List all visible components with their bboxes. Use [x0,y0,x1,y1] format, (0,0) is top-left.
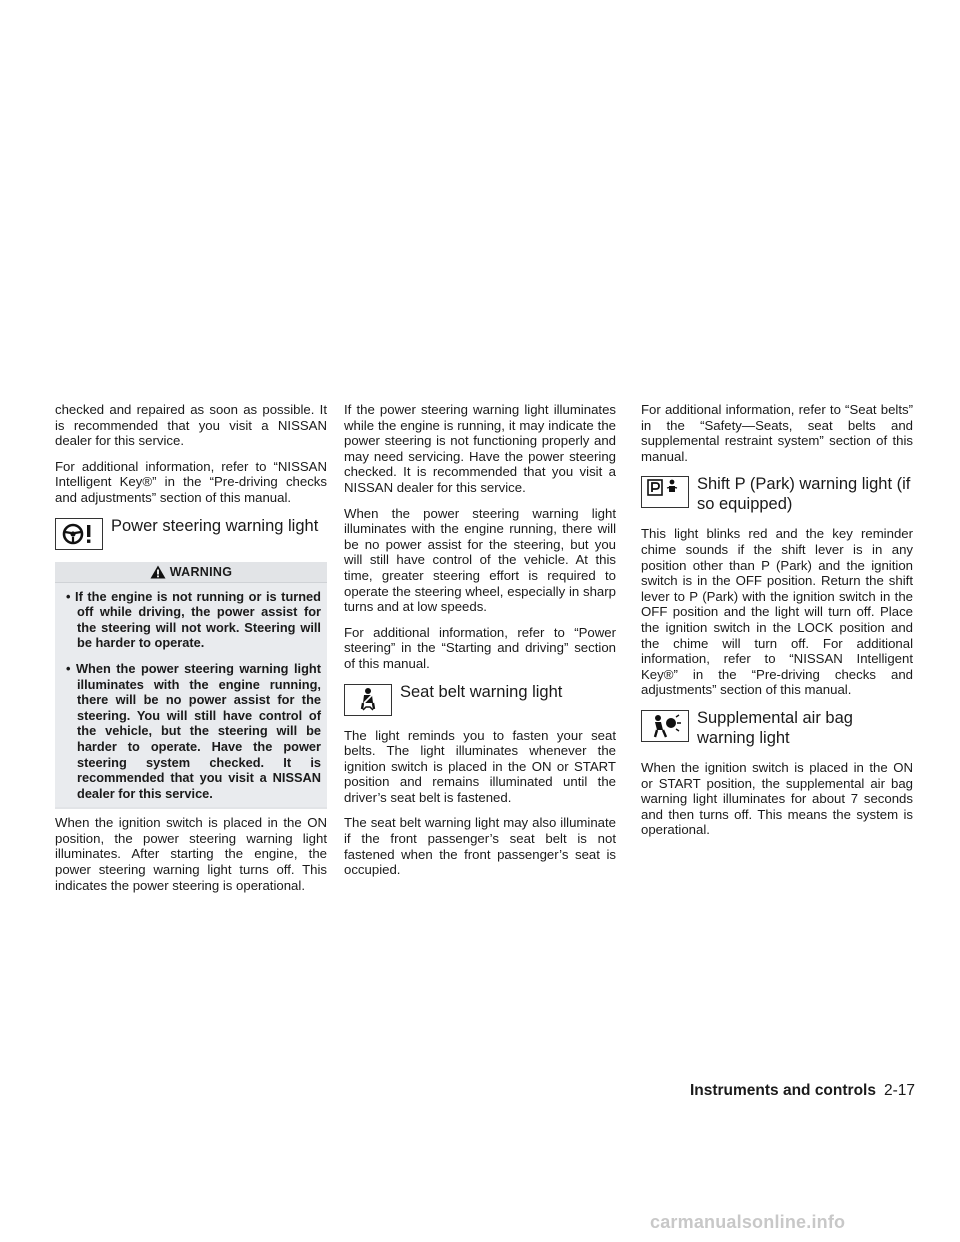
shift-park-warning-icon [641,476,689,508]
paragraph: For additional information, refer to “Power steering” in the “Starting and driving” section of this manual. [344,624,616,671]
warning-title-text: WARNING [169,564,233,579]
power-steering-heading [55,516,327,550]
paragraph: For additional information, refer to “Seat belts” in the “Safety—Seats, seat belts and supplemental restraint system” section of this manual. [641,402,913,464]
page-footer [640,1082,915,1100]
paragraph: The seat belt warning light may also illuminate if the front passenger’s seat belt is not fastened when the front passenger’s seat is occupied. [344,815,616,878]
warning-title [55,562,327,582]
footer-section-title: Instruments and controls [689,1082,876,1099]
paragraph: When the ignition switch is placed in the ON or START position, the supplemental air bag warning light illuminates for about 7 seconds and then turns off. This means the system is operational. [641,759,913,838]
column-3 [641,402,913,848]
paragraph: This light blinks red and the key reminder chime sounds if the shift lever is in any position other than P (Park) and the ignition switch is in the OFF position. Return the shift lever to P (Park) with the ignition switch in the OFF position and the light will turn off. Place the ignition switch in the LOCK position and the chime will turn off. For additional information, refer to “NISSAN Intelligent Key®” in the “Pre-driving checks and adjustments” section of this manual. [641,526,913,698]
watermark: carmanualsonline.info [650,1212,846,1232]
airbag-warning-icon [641,710,689,742]
warning-triangle-icon [150,565,166,579]
seat-belt-warning-icon [344,684,392,716]
warning-box [55,562,327,810]
airbag-heading [641,708,913,748]
paragraph: For additional information, refer to “NISSAN Intelligent Key®” in the “Pre-driving checks and adjustments” section of this manual. [55,458,327,505]
power-steering-warning-icon [55,518,103,550]
warning-item: • When the power steering warning light illuminates with the engine running, there will be no power assist for the steering. You will still have control of the vehicle, but the steering will be harder to operate. Have the power steering system checked. It is recommended that you visit a NISSAN dealer for this service. [66,660,321,801]
paragraph: checked and repaired as soon as possible. It is recommended that you visit a NISSAN dealer for this service. [55,402,327,449]
column-2 [344,402,616,888]
section-heading: Shift P (Park) warning light (if so equipped) [697,475,911,514]
warning-item: • If the engine is not running or is turned off while driving, the power assist for the steering will not work. Steering will be harder to operate. [66,588,321,651]
column-1 [55,402,327,903]
section-heading: Seat belt warning light [400,682,563,701]
paragraph: The light reminds you to fasten your seat belts. The light illuminates whenever the ignition switch is placed in the ON or START position and remains illuminated until the driver’s seat belt is fastened. [344,727,616,805]
section-heading: Power steering warning light [111,516,319,535]
paragraph: If the power steering warning light illuminates while the engine is running, it may indicate the power steering is not functioning properly and may need servicing. Have the power steering checked. It is recommended that you visit a NISSAN dealer for this service. [344,402,616,495]
warning-body [55,582,327,808]
shift-park-heading [641,474,913,514]
paragraph: When the ignition switch is placed in the ON position, the power steering warning light illuminates. After starting the engine, the power steering warning light turns off. This indicates the power steering is operational. [55,815,327,893]
page-number: 2-17 [883,1082,915,1099]
seat-belt-heading [344,682,616,716]
paragraph: When the power steering warning light illuminates with the engine running, there will be no power assist for the steering, but you will still have control of the vehicle. At this time, greater steering effort is required to operate the steering wheel, especially in sharp turns and at low speeds. [344,505,616,615]
section-heading: Supplemental air bag warning light [697,708,853,747]
